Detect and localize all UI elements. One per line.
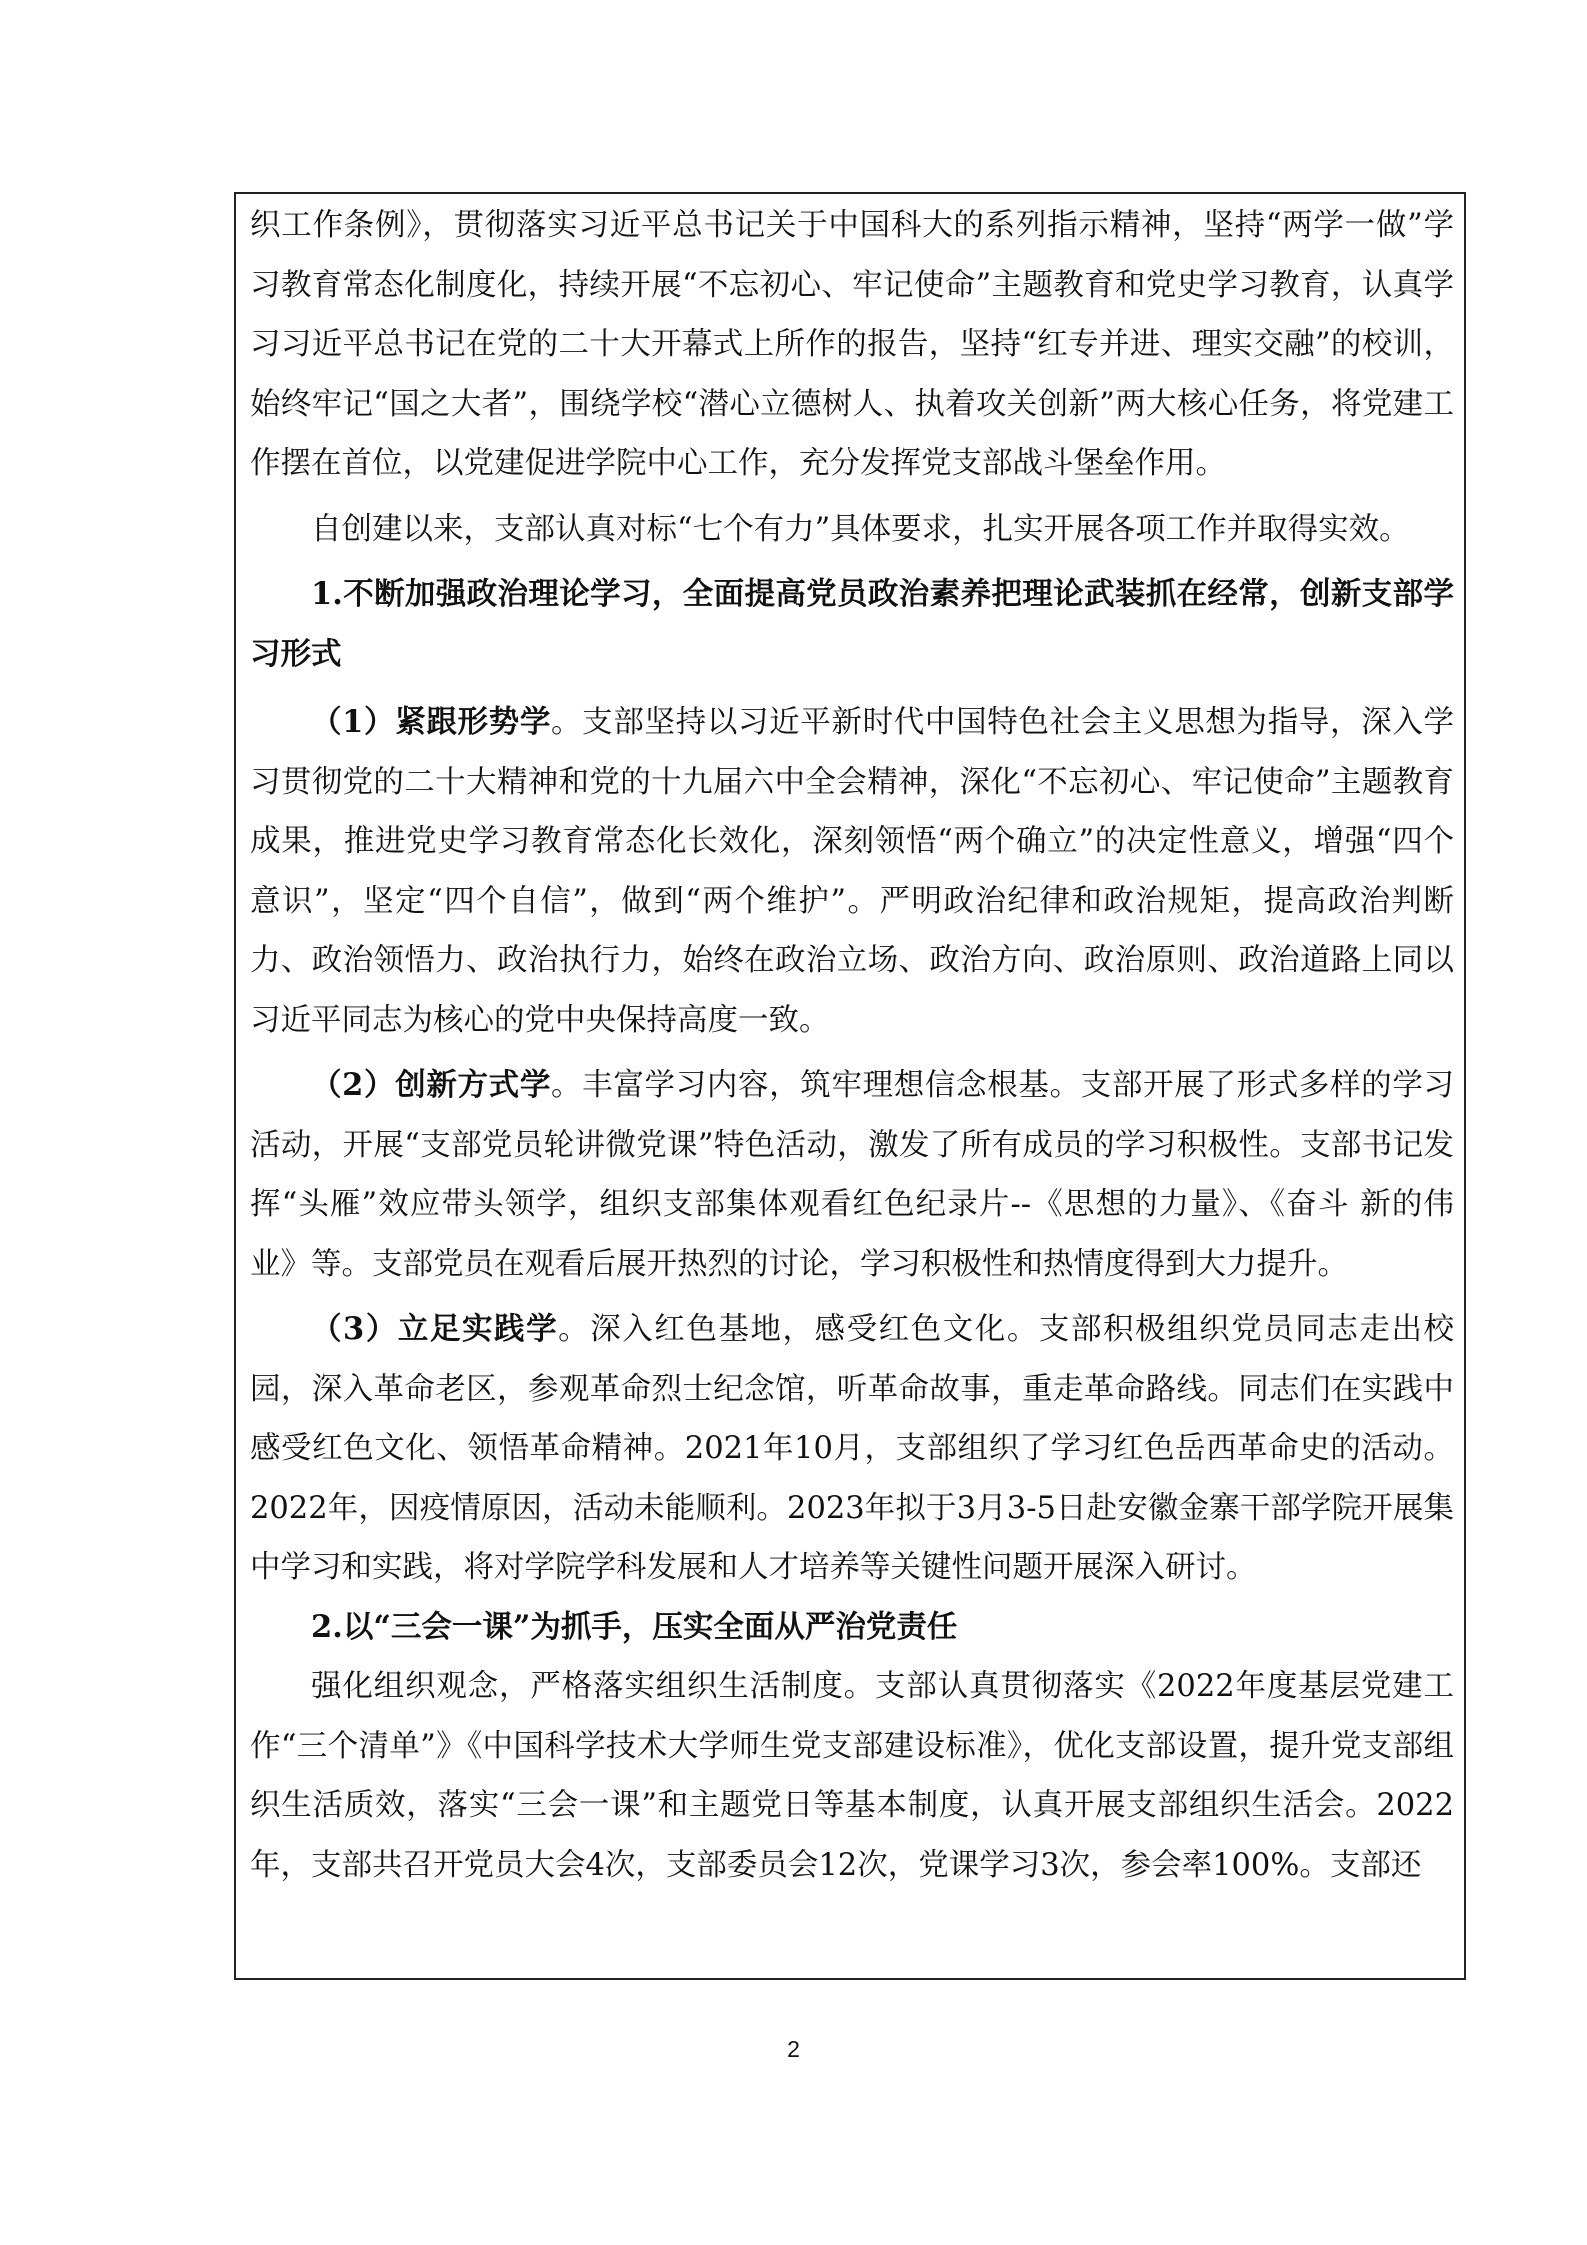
section-heading-2: 2.以“三会一课”为抓手，压实全面从严治党责任 (311, 1608, 958, 1645)
paragraph-item-1 (250, 693, 1454, 1050)
item-3-text: 。深入红色基地，感受红色文化。支部积极组织党员同志走出校园，深入革命老区，参观革命烈士纪念馆，听革命故事，重走革命路线。同志们在实践中感受红色文化、领悟革命精神。2021年10月，支部组织了学习红色岳西革命史的活动。2022年，因疫情原因，活动未能顺利。2023年拟于3月3-5日赴安徽金寨干部学院开展集中学习和实践，将对学院学科发展和人才培养等关键性问题开展深入研讨。 (250, 1312, 1454, 1585)
item-2-text: 。丰富学习内容，筑牢理想信念根基。支部开展了形式多样的学习活动，开展“支部党员轮讲微党课”特色活动，激发了所有成员的学习积极性。支部书记发挥“头雁”效应带头领学，组织支部集体观看红色纪录片--《思想的力量》、《奋斗 新的伟业》等。支部党员在观看后展开热烈的讨论，学习积极性和热情度得到大力提升。 (250, 1068, 1454, 1282)
paragraph-item-3 (250, 1300, 1454, 1598)
document-table-frame (234, 192, 1466, 1980)
section-heading-1: 1.不断加强政治理论学习，全面提高党员政治素养把理论武装抓在经常，创新支部学习形式 (250, 576, 1454, 672)
item-1-lead: （1）紧跟形势学 (311, 704, 552, 740)
page-number: 2 (787, 2036, 800, 2062)
item-2-lead: （2）创新方式学 (311, 1067, 552, 1103)
document-body (250, 196, 1454, 1978)
paragraph-item-2 (250, 1056, 1454, 1294)
paragraph-intro: 织工作条例》，贯彻落实习近平总书记关于中国科大的系列指示精神，坚持“两学一做”学习教育常态化制度化，持续开展“不忘初心、牢记使命”主题教育和党史学习教育，认真学习习近平总书记在党的二十大开幕式上所作的报告，坚持“红专并进、理实交融”的校训，始终牢记“国之大者”，围绕学校“潜心立德树人、执着攻关创新”两大核心任务，将党建工作摆在首位，以党建促进学院中心工作，充分发挥党支部战斗堡垒作用。 (250, 208, 1454, 481)
paragraph-organization: 强化组织观念，严格落实组织生活制度。支部认真贯彻落实《2022年度基层党建工作“三个清单”》《中国科学技术大学师生党支部建设标准》，优化支部设置，提升党支部组织生活质效，落实“三会一课”和主题党日等基本制度，认真开展支部组织生活会。2022年，支部共召开党员大会4次，支部委员会12次，党课学习3次，参会率100%。支部还 (250, 1669, 1454, 1883)
paragraph-summary: 自创建以来，支部认真对标“七个有力”具体要求，扎实开展各项工作并取得实效。 (311, 511, 1410, 547)
item-3-lead: （3）立足实践学 (311, 1311, 559, 1347)
item-1-text: 。支部坚持以习近平新时代中国特色社会主义思想为指导，深入学习贯彻党的二十大精神和党的十九届六中全会精神，深化“不忘初心、牢记使命”主题教育成果，推进党史学习教育常态化长效化，深刻领悟“两个确立”的决定性意义，增强“四个意识”，坚定“四个自信”，做到“两个维护”。严明政治纪律和政治规矩，提高政治判断力、政治领悟力、政治执行力，始终在政治立场、政治方向、政治原则、政治道路上同以习近平同志为核心的党中央保持高度一致。 (250, 705, 1454, 1038)
